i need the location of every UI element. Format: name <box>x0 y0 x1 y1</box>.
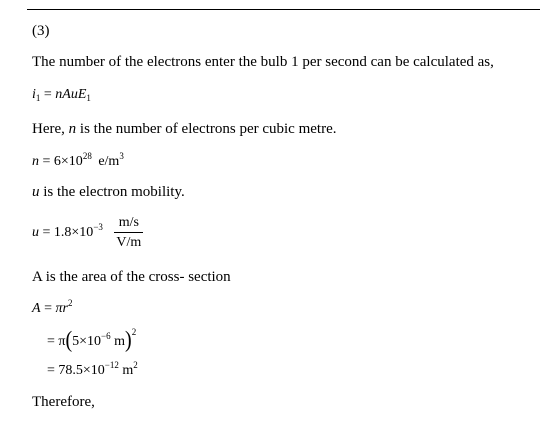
area-rhs-exponent: 2 <box>67 298 73 308</box>
n-exponent: 28 <box>82 151 92 161</box>
current-rhs-sub: 1 <box>86 93 91 103</box>
area-step2-unit-exponent: 2 <box>133 360 138 370</box>
area-description: A is the area of the cross- section <box>32 269 231 285</box>
left-paren: ( <box>65 327 73 353</box>
area-step2-exponent: −12 <box>104 360 119 370</box>
area-lhs: A <box>32 301 41 316</box>
area-step2-value: = 78.5×10 <box>47 363 105 378</box>
current-lhs-sub: 1 <box>35 93 41 103</box>
right-paren: ) <box>125 327 132 353</box>
part-label: (3) <box>32 23 50 39</box>
mobility-description: is the electron mobility. <box>39 184 185 200</box>
here-prefix: Here, <box>32 121 69 137</box>
equals-sign: = <box>42 154 51 169</box>
area-rhs: πr <box>55 301 68 316</box>
equals-sign: = <box>44 301 52 316</box>
u-unit-denominator: V/m <box>116 235 142 251</box>
here-variable: n <box>68 121 77 137</box>
area-equation <box>32 300 72 318</box>
here-description: is the number of electrons per cubic metre. <box>76 121 337 137</box>
n-coefficient: 6×10 <box>53 154 83 169</box>
n-unit-exponent: 3 <box>119 151 124 161</box>
area-step1-prefix: = π <box>47 334 66 349</box>
n-unit: e/m <box>98 154 120 169</box>
u-coefficient: 1.8×10 <box>53 225 94 240</box>
top-divider <box>27 9 540 10</box>
u-exponent: −3 <box>93 222 103 232</box>
mobility-variable: u <box>32 184 40 200</box>
area-step2-unit: m <box>118 363 134 378</box>
mobility-line <box>32 183 185 201</box>
area-step1-inner-exponent: −6 <box>101 331 111 341</box>
intro-text: The number of the electrons enter the bulb 1 per second can be calculated as, <box>32 54 494 70</box>
current-lhs: i <box>32 87 36 102</box>
area-step1-inner: 5×10 <box>72 334 102 349</box>
here-line <box>32 120 336 138</box>
area-step1-exponent: 2 <box>131 327 137 337</box>
u-equation <box>32 213 143 253</box>
u-lhs: u <box>32 225 39 240</box>
u-unit-fraction <box>114 214 143 251</box>
current-equation <box>32 86 91 104</box>
area-step-1 <box>47 327 137 353</box>
u-unit-numerator: m/s <box>114 214 143 233</box>
area-step-2 <box>47 362 138 380</box>
current-rhs: nAuE <box>55 87 87 102</box>
n-equation <box>32 153 124 171</box>
area-step1-unit: m <box>110 334 126 349</box>
therefore-text: Therefore, <box>32 394 95 410</box>
equals-sign: = <box>42 225 51 240</box>
equals-sign: = <box>43 87 52 102</box>
n-lhs: n <box>32 154 39 169</box>
